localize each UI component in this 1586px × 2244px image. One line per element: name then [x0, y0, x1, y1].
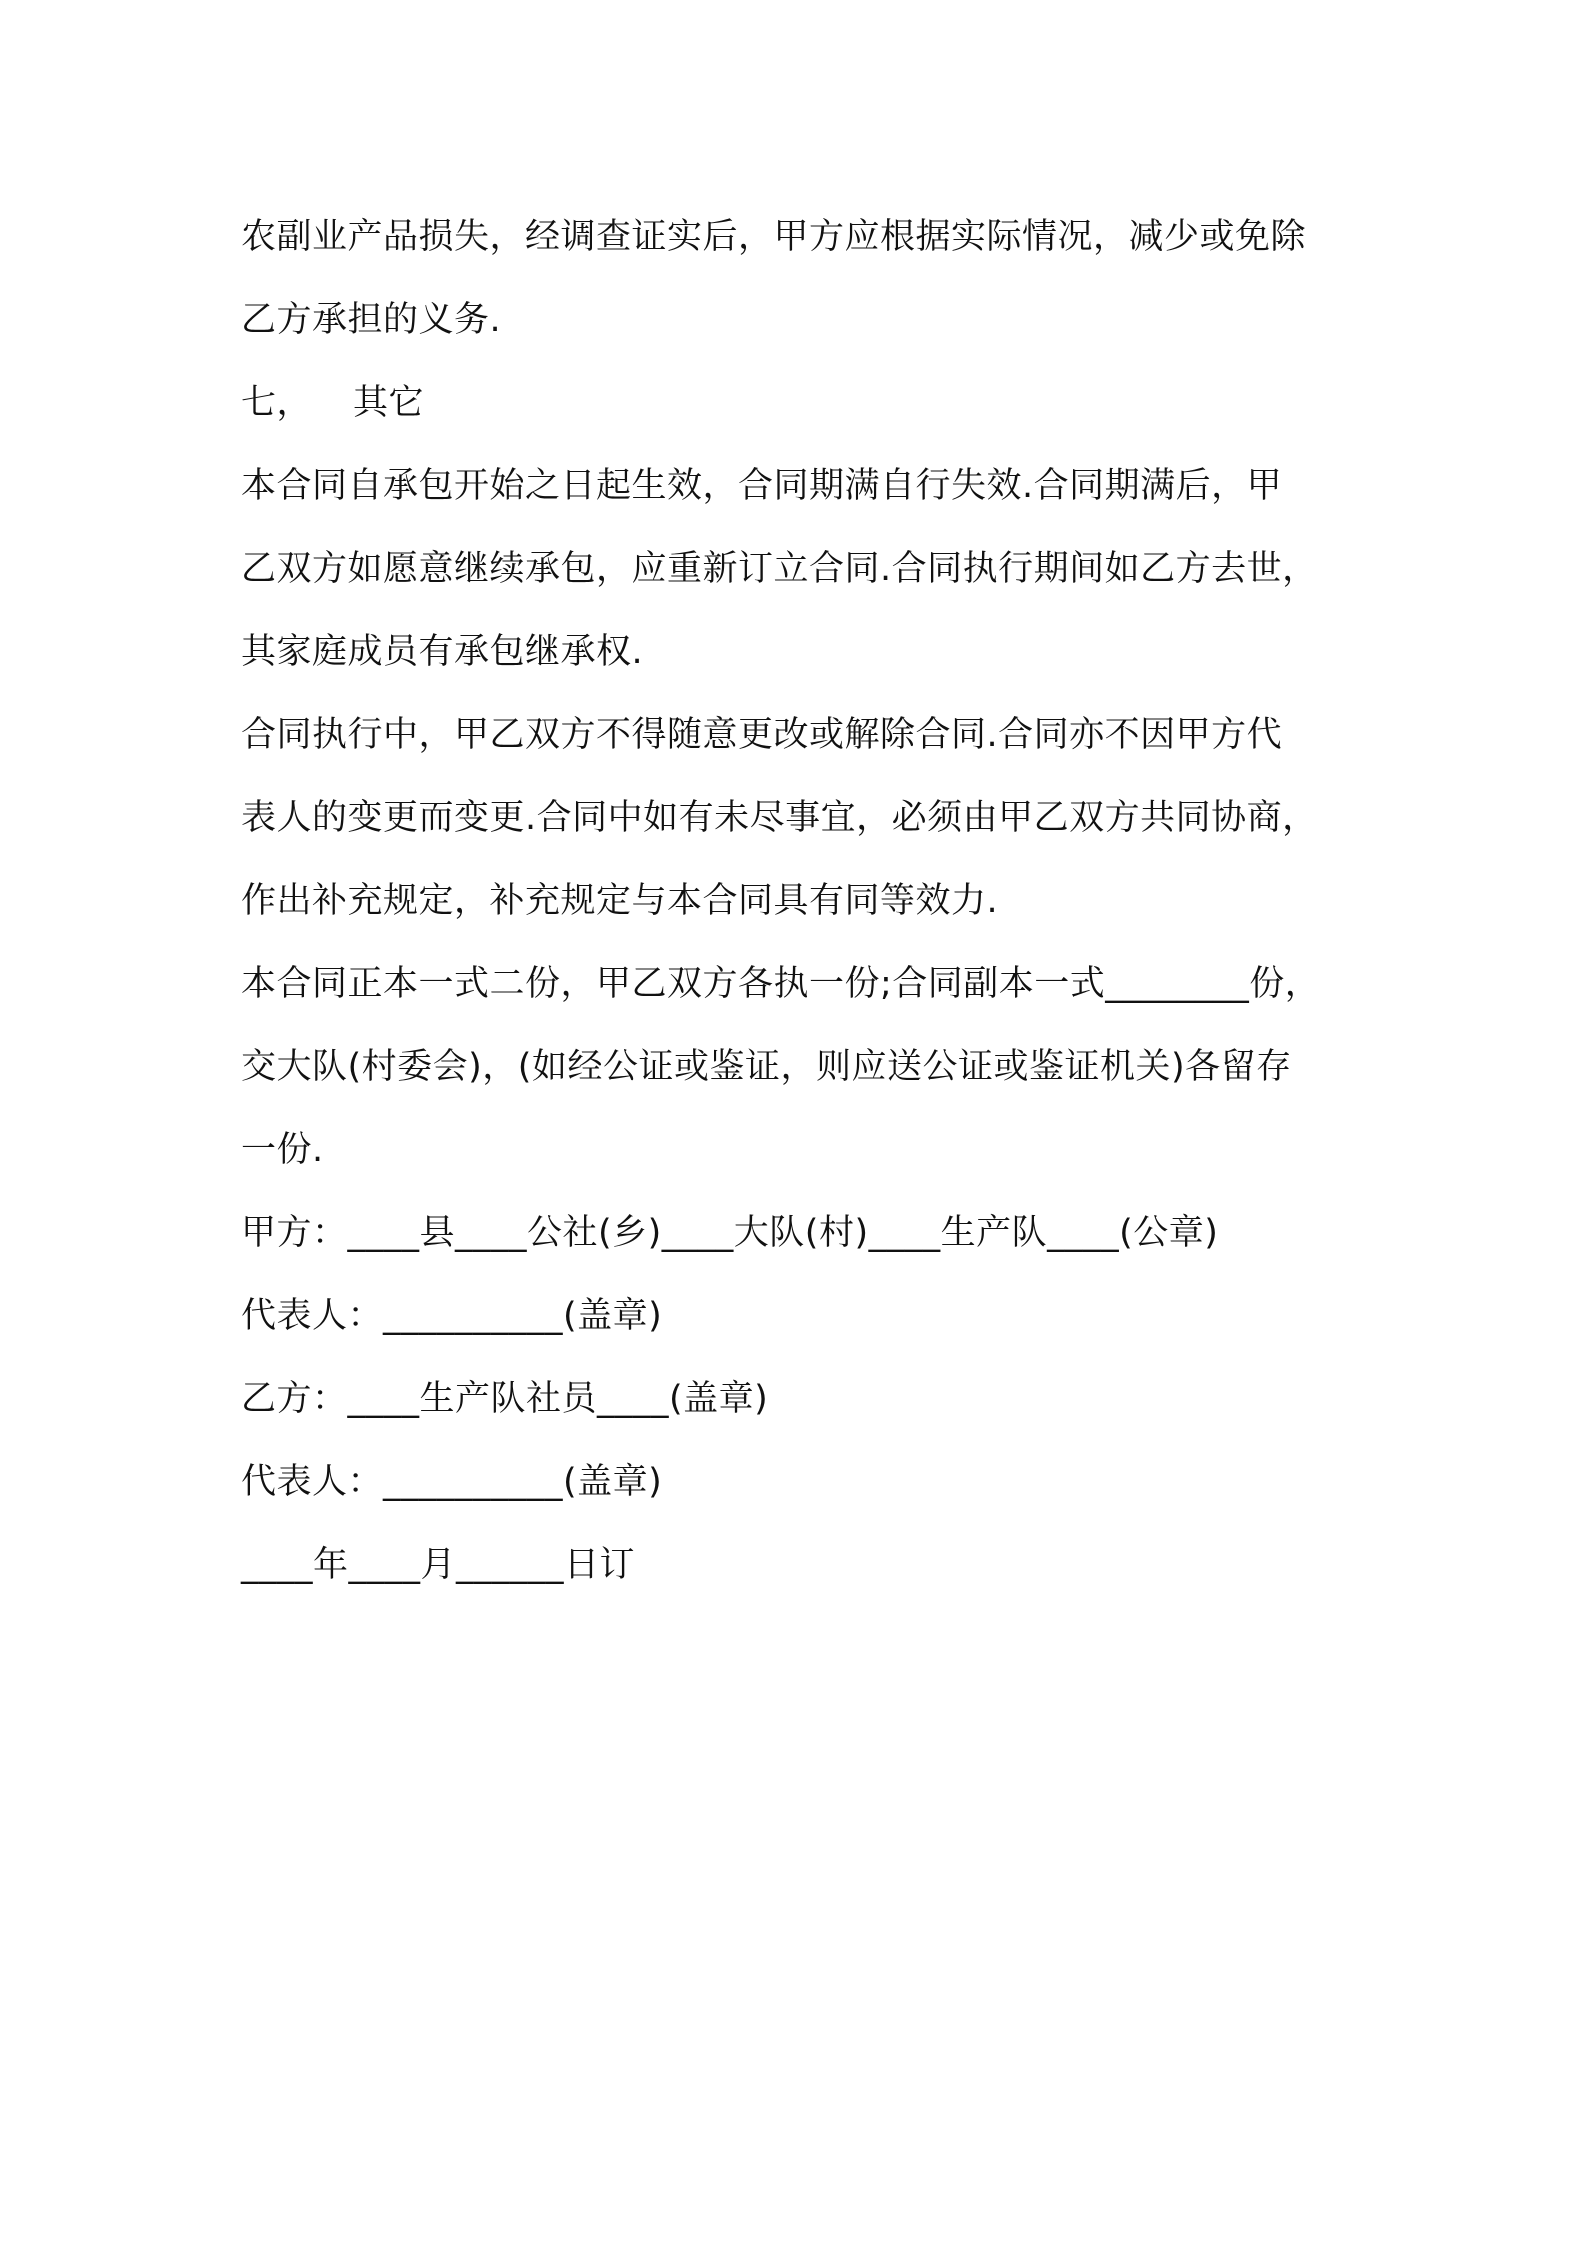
continuation-line-2: 乙方承担的义务.	[241, 300, 502, 340]
paragraph-3-line-1: 本合同正本一式二份，甲乙双方各执一份;合同副本一式________份，	[241, 964, 1321, 1004]
party-a-signature: 甲方：____县____公社(乡)____大队(村)____生产队____(公章)	[241, 1213, 1219, 1253]
party-b-representative: 代表人：__________(盖章)	[241, 1462, 663, 1502]
paragraph-1-line-3: 其家庭成员有承包继承权.	[241, 632, 644, 672]
paragraph-2-line-3: 作出补充规定，补充规定与本合同具有同等效力.	[241, 881, 999, 921]
paragraph-1-line-1: 本合同自承包开始之日起生效，合同期满自行失效.合同期满后，甲	[241, 466, 1283, 506]
paragraph-2-line-2: 表人的变更而变更.合同中如有未尽事宜，必须由甲乙双方共同协商，	[241, 798, 1318, 838]
paragraph-3-line-2: 交大队(村委会)，(如经公证或鉴证，则应送公证或鉴证机关)各留存	[241, 1047, 1292, 1087]
party-a-representative: 代表人：__________(盖章)	[241, 1296, 663, 1336]
section-number: 七，	[241, 383, 313, 423]
paragraph-2-line-1: 合同执行中，甲乙双方不得随意更改或解除合同.合同亦不因甲方代	[241, 715, 1283, 755]
paragraph-3-line-3: 一份.	[241, 1130, 324, 1170]
paragraph-1-line-2: 乙双方如愿意继续承包，应重新订立合同.合同执行期间如乙方去世，	[241, 549, 1318, 589]
continuation-line-1: 农副业产品损失，经调查证实后，甲方应根据实际情况，减少或免除	[241, 217, 1307, 257]
signing-date: ____年____月______日订	[241, 1545, 636, 1585]
party-b-signature: 乙方：____生产队社员____(盖章)	[241, 1379, 769, 1419]
document-body	[241, 196, 1391, 1607]
section-heading	[241, 362, 1391, 445]
section-title: 其它	[353, 383, 425, 423]
